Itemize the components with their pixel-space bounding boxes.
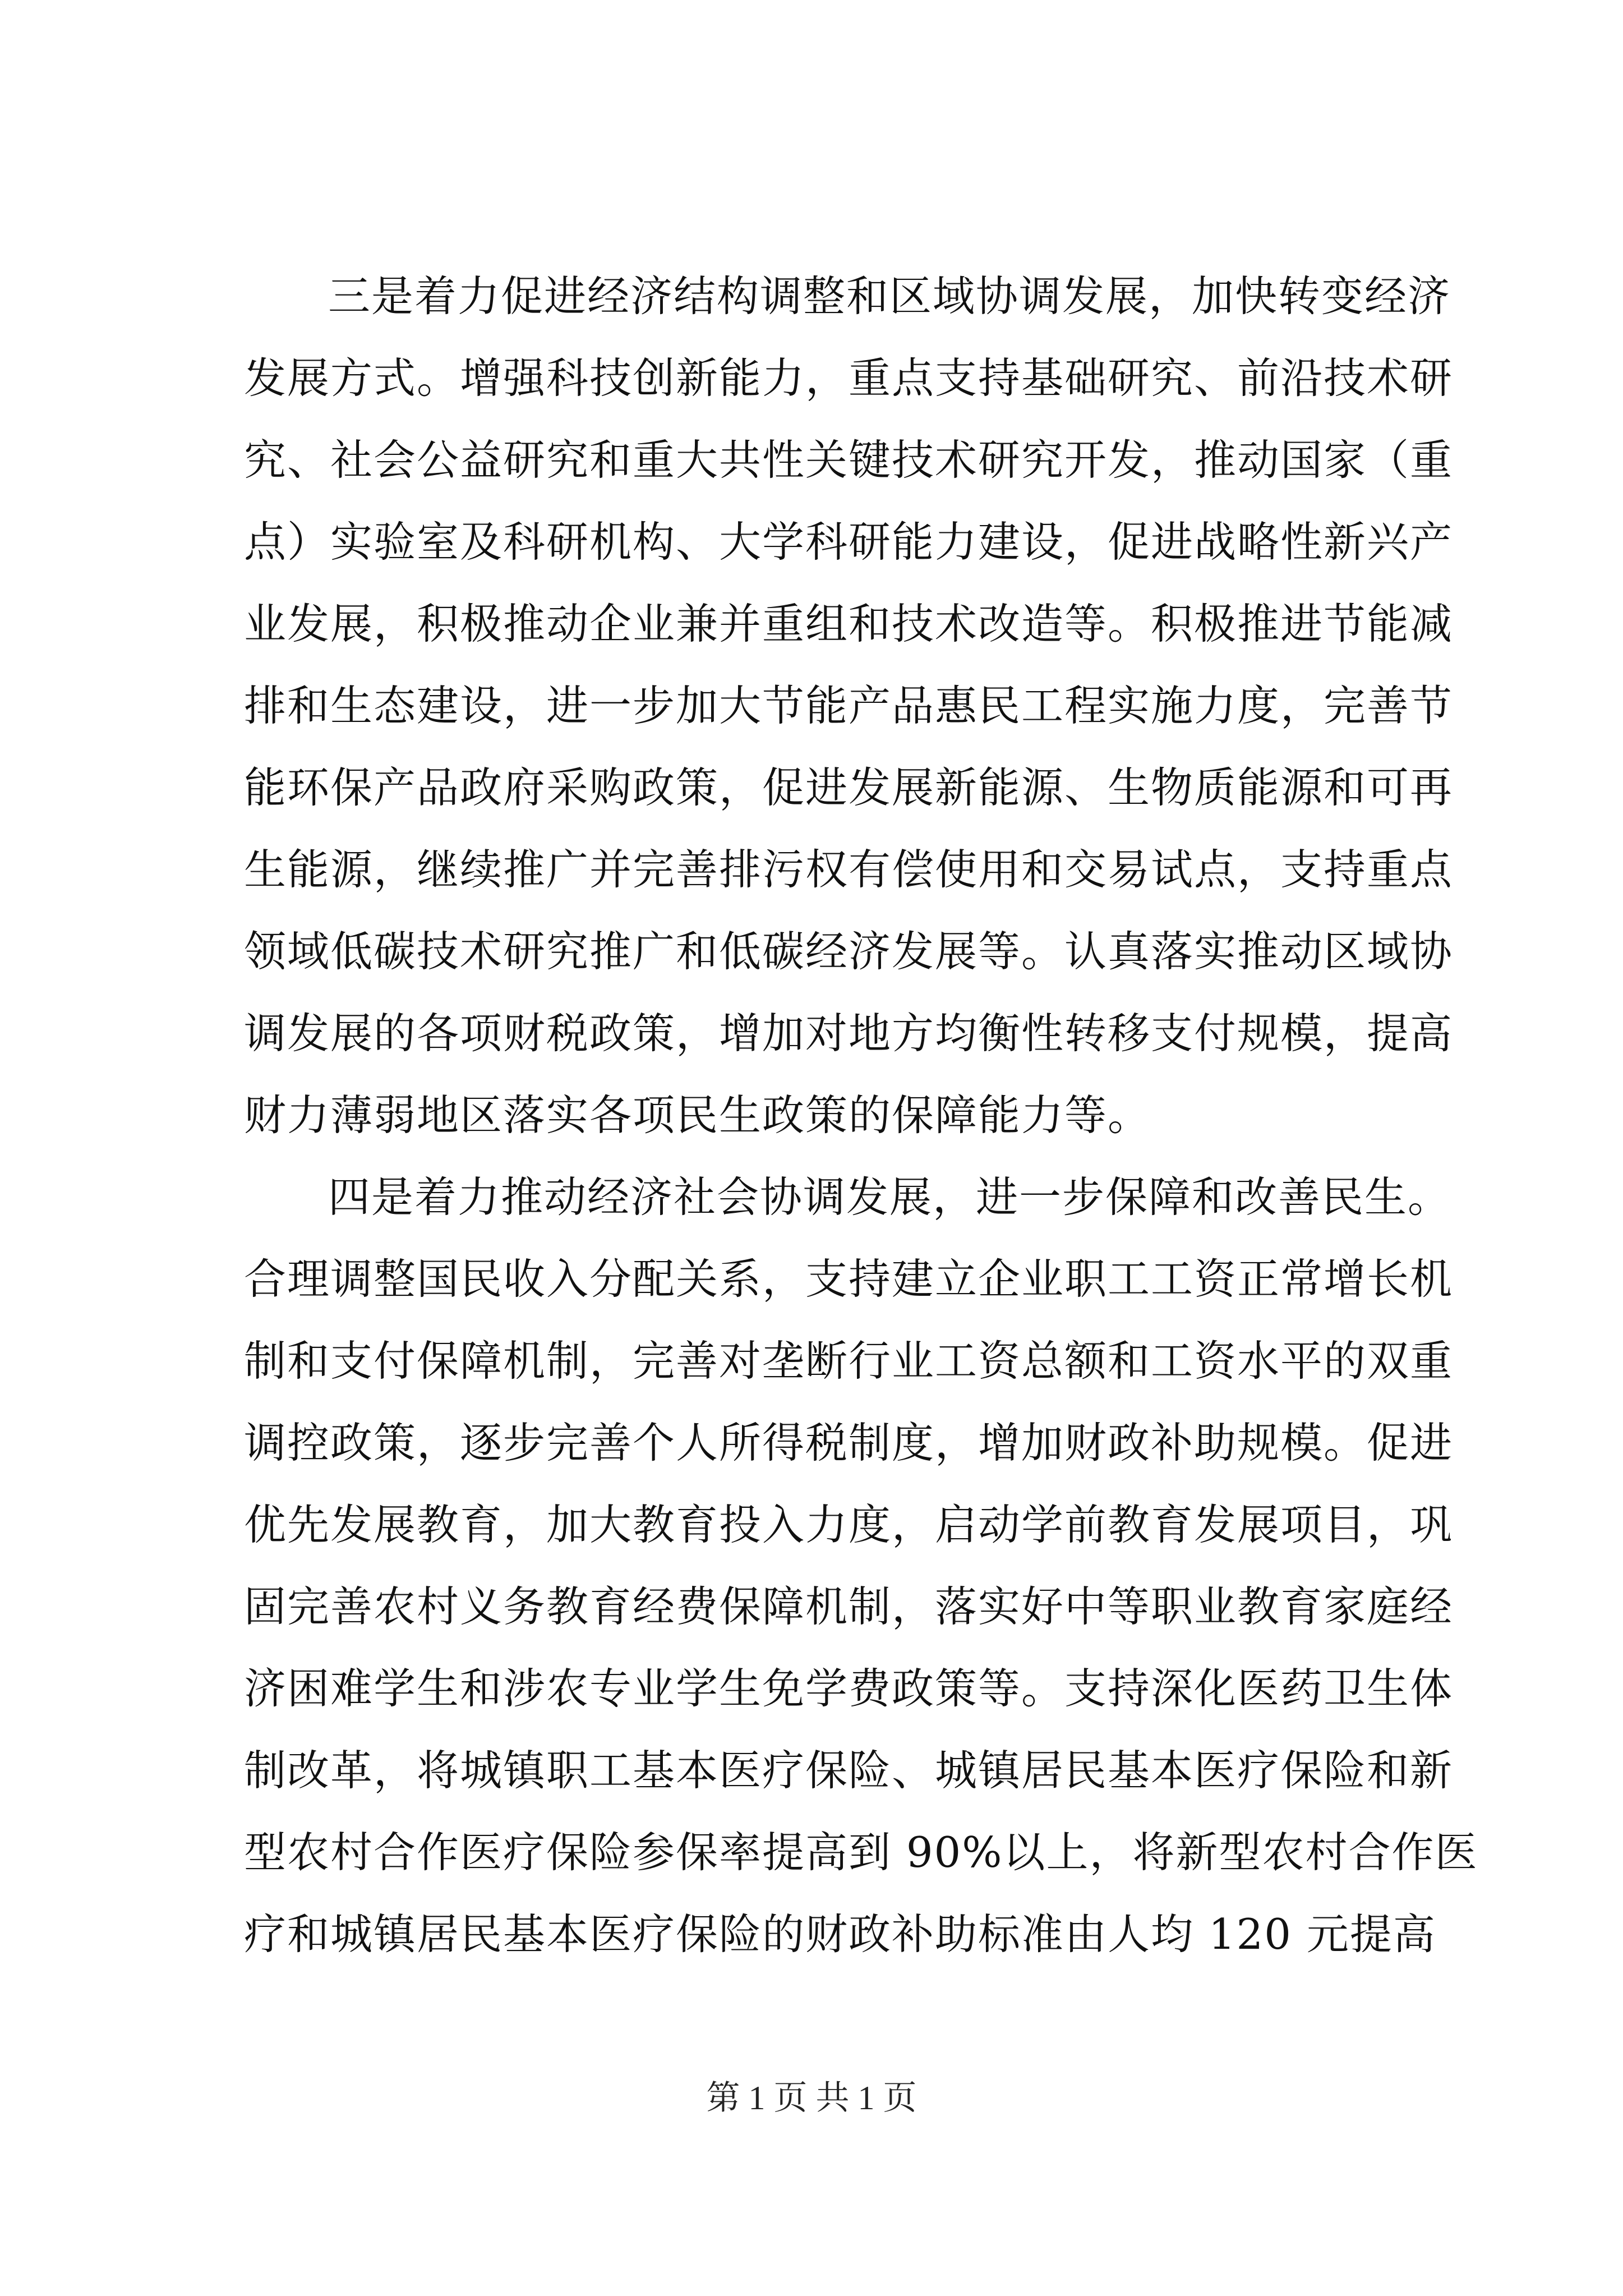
paragraph-line: 制改革，将城镇职工基本医疗保险、城镇居民基本医疗保险和新: [244, 1746, 1454, 1795]
paragraph-3: [244, 255, 1454, 1156]
paragraph-line: 合理调整国民收入分配关系，支持建立企业职工工资正常增长机: [244, 1254, 1454, 1304]
paragraph-line: 优先发展教育，加大教育投入力度，启动学前教育发展项目，巩: [244, 1500, 1454, 1549]
paragraph-line: 固完善农村义务教育经费保障机制，落实好中等职业教育家庭经: [244, 1582, 1454, 1631]
paragraph-line: 点）实验室及科研机构、大学科研能力建设，促进战略性新兴产: [244, 517, 1454, 567]
paragraph-line: 三是着力促进经济结构调整和区域协调发展，加快转变经济: [328, 272, 1451, 321]
paragraph-line: 济困难学生和涉农专业学生免学费政策等。支持深化医药卫生体: [244, 1664, 1454, 1713]
paragraph-line: 究、社会公益研究和重大共性关键技术研究开发，推动国家（重: [244, 435, 1454, 485]
paragraph-line: 型农村合作医疗保险参保率提高到 90%以上，将新型农村合作医: [244, 1828, 1478, 1877]
page-number: 第 1 页 共 1 页: [706, 2079, 917, 2116]
paragraph-line: 业发展，积极推动企业兼并重组和技术改造等。积极推进节能减: [244, 599, 1454, 648]
document-body: [244, 255, 1478, 1975]
paragraph-line: 排和生态建设，进一步加大节能产品惠民工程实施力度，完善节: [244, 681, 1454, 730]
paragraph-line: 领域低碳技术研究推广和低碳经济发展等。认真落实推动区域协: [244, 927, 1454, 976]
paragraph-4: [244, 1156, 1478, 1975]
paragraph-line: 财力薄弱地区落实各项民生政策的保障能力等。: [244, 1091, 1151, 1140]
paragraph-line: 生能源，继续推广并完善排污权有偿使用和交易试点，支持重点: [244, 845, 1454, 894]
page-footer: [0, 2076, 1623, 2120]
paragraph-line: 制和支付保障机制，完善对垄断行业工资总额和工资水平的双重: [244, 1336, 1454, 1386]
paragraph-line: 疗和城镇居民基本医疗保险的财政补助标准由人均 120 元提高: [244, 1910, 1436, 1959]
paragraph-line: 调发展的各项财税政策，增加对地方均衡性转移支付规模，提高: [244, 1009, 1454, 1058]
paragraph-line: 调控政策，逐步完善个人所得税制度，增加财政补助规模。促进: [244, 1418, 1454, 1467]
paragraph-line: 四是着力推动经济社会协调发展，进一步保障和改善民生。: [328, 1172, 1451, 1222]
paragraph-line: 发展方式。增强科技创新能力，重点支持基础研究、前沿技术研: [244, 353, 1454, 403]
paragraph-line: 能环保产品政府采购政策，促进发展新能源、生物质能源和可再: [244, 763, 1454, 812]
